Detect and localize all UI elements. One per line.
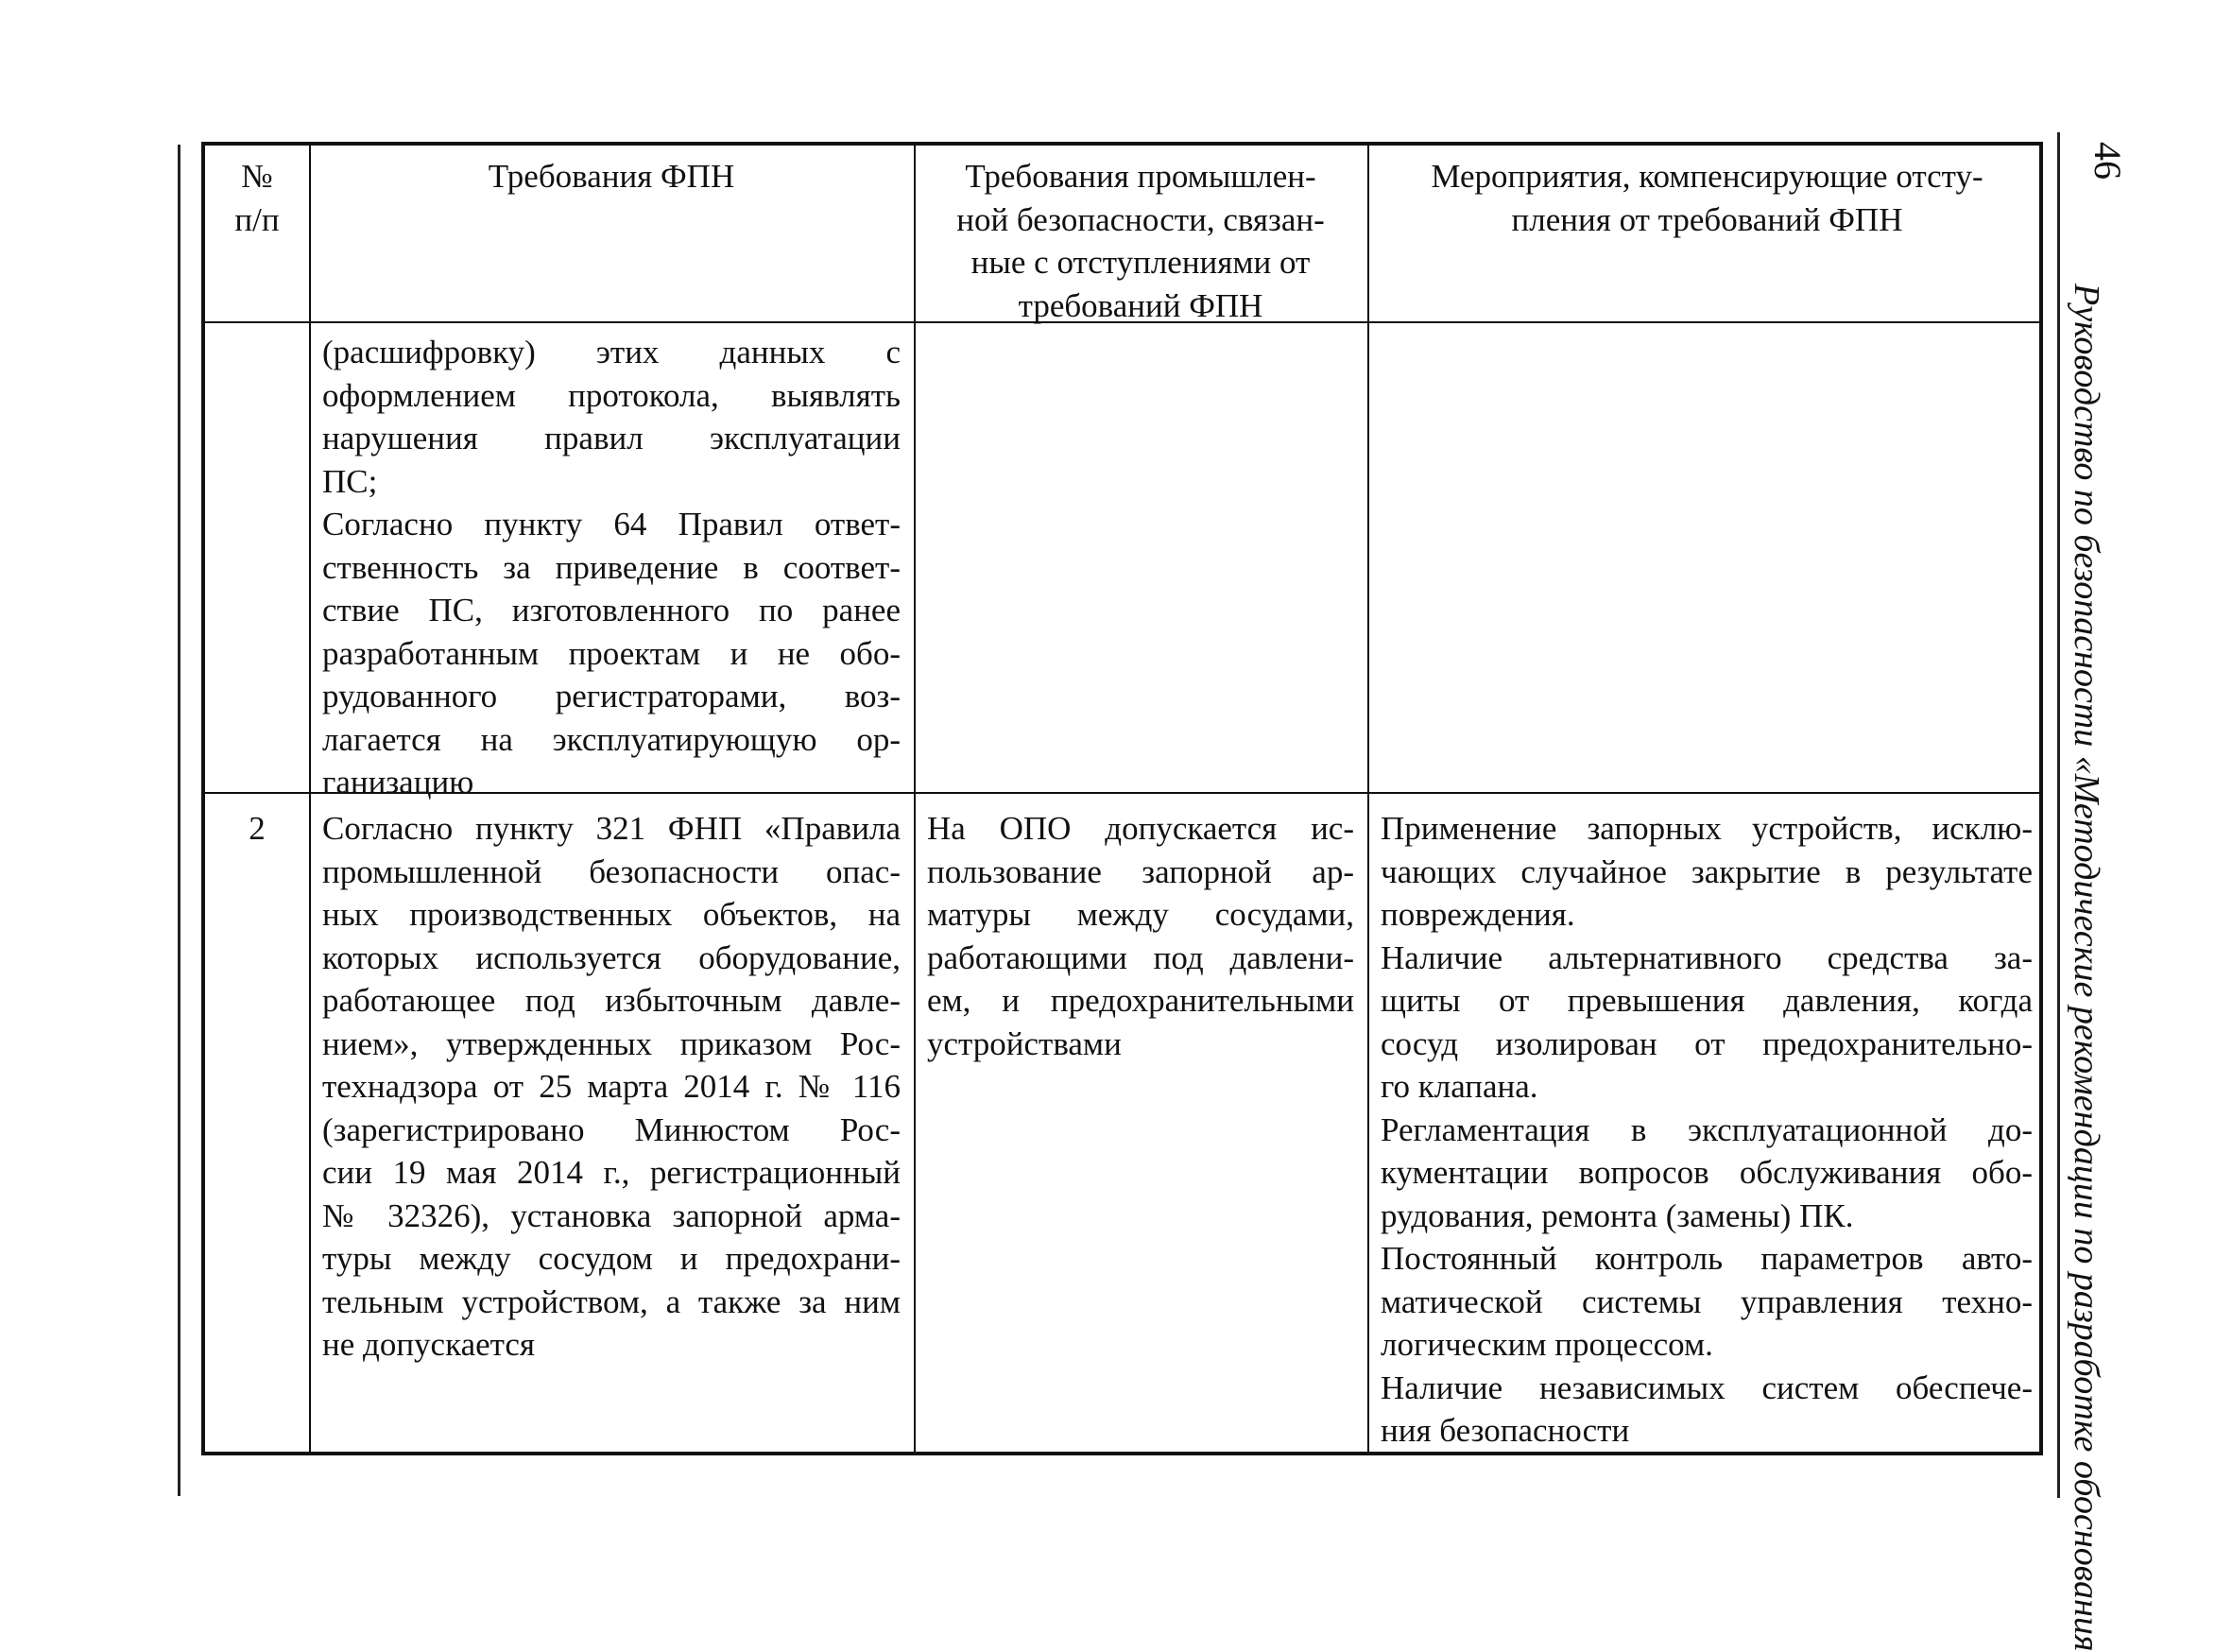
row-1-fpn-line-7: ствие ПС, изготовленного по ранее — [322, 592, 901, 628]
row-2-fpn-line-4: которых используется оборудование, — [322, 938, 901, 976]
row-2-measures-line-2: чающих случайное закрытие в результате — [1381, 852, 2033, 890]
row-2-fpn-line-9: сии 19 мая 2014 г., регистрационный — [322, 1154, 901, 1191]
row-2-measures-line-13: логическим процессом. — [1381, 1326, 1713, 1363]
row-2-fpn-line-6: нием», утвержденных приказом Рос- — [322, 1024, 901, 1062]
row-1-fpn-line-5: Согласно пункту 64 Правил ответ- — [322, 506, 901, 542]
header-industrial-line-4: требований ФПН — [1018, 286, 1263, 324]
row-2-measures-line-3: повреждения. — [1381, 896, 1575, 933]
row-2-number: 2 — [249, 810, 266, 847]
header-measures-line-2: пления от требований ФПН — [1511, 200, 1903, 238]
header-industrial-line-2: ной безопасности, связан- — [956, 200, 1325, 238]
page-number: 46 — [2086, 142, 2129, 180]
row-2-measures-line-8: Регламентация в эксплуатационной до- — [1381, 1110, 2033, 1148]
row-2-measures-line-6: сосуд изолирован от предохранительно- — [1381, 1024, 2033, 1062]
left-margin-rule — [178, 145, 180, 1496]
row-2-measures-line-4: Наличие альтернативного средства за- — [1381, 938, 2033, 976]
right-margin-rule — [2057, 132, 2060, 1498]
row-1-fpn-line-10: лагается на эксплуатирующую ор- — [322, 720, 901, 758]
row-2-fpn-line-7: технадзора от 25 марта 2014 г. № 116 — [322, 1068, 901, 1105]
row-2-measures-text — [1381, 807, 2033, 1453]
row-1-fpn-line-8: разработанным проектам и не обо- — [322, 634, 901, 672]
row-2-measures-line-7: го клапана. — [1381, 1068, 1538, 1105]
row-2-fpn-line-13: не допускается — [322, 1326, 535, 1363]
header-industrial-line-3: ные с отступлениями от — [970, 244, 1311, 281]
header-compensating-measures — [1367, 155, 2047, 241]
row-2-industrial-line-5: ем, и предохранительными — [927, 982, 1354, 1019]
row-2-fpn-text — [322, 807, 901, 1367]
row-1-fpn-line-4: ПС; — [322, 462, 378, 500]
row-2-fpn-line-1: Согласно пункту 321 ФНП «Правила — [322, 810, 901, 847]
row-2-measures-line-12: матической системы управления техно- — [1381, 1282, 2033, 1320]
header-fpn-requirements — [309, 155, 914, 198]
running-title-text: Руководство по безопасности «Методические рекомендации по разработке обоснования — [2067, 284, 2106, 1652]
row-2-measures-line-11: Постоянный контроль параметров авто- — [1381, 1240, 2033, 1277]
row-2-measures-line-14: Наличие независимых систем обеспече- — [1381, 1368, 2033, 1406]
row-2-fpn-line-5: работающее под избыточным давле- — [322, 982, 901, 1019]
row-1-fpn-line-1: (расшифровку) этих данных с — [322, 334, 901, 370]
row-2-fpn-line-8: (зарегистрировано Минюстом Рос- — [322, 1110, 901, 1148]
header-measures-line-1: Мероприятия, компенсирующие отсту- — [1431, 158, 1983, 195]
row-2-measures-line-10: рудования, ремонта (замены) ПК. — [1381, 1196, 1854, 1234]
header-number — [205, 155, 309, 241]
header-industrial-line-1: Требования промышлен- — [965, 158, 1316, 195]
row-2-industrial-text — [927, 807, 1354, 1065]
header-number-line-1: № — [241, 158, 273, 195]
row-2-industrial-line-6: устройствами — [927, 1024, 1122, 1062]
row-1-fpn-line-2: оформлением протокола, выявлять — [322, 376, 901, 414]
header-fpn-line-1: Требования ФПН — [488, 158, 735, 195]
row-2-industrial-line-4: работающими под давлени- — [927, 938, 1354, 976]
row-2-fpn-line-12: тельным устройством, а также за ним — [322, 1282, 901, 1320]
row-1-fpn-text — [322, 331, 901, 804]
row-2-industrial-line-3: матуры между сосудами, — [927, 896, 1354, 933]
requirements-table — [201, 142, 2043, 1455]
row-2-fpn-line-3: ных производственных объектов, на — [322, 896, 901, 933]
row-1-fpn-line-9: рудованного регистраторами, воз- — [322, 678, 901, 714]
row-1-fpn-line-3: нарушения правил эксплуатации — [322, 420, 901, 456]
row-2-fpn-line-10: № 32326), установка запорной арма- — [322, 1196, 901, 1234]
row-2-measures-line-5: щиты от превышения давления, когда — [1381, 982, 2033, 1019]
row-2-measures-line-9: кументации вопросов обслуживания обо- — [1381, 1154, 2033, 1191]
header-number-line-2: п/п — [234, 200, 280, 238]
row-1-fpn-line-6: ственность за приведение в соответ- — [322, 548, 901, 586]
column-divider-1 — [309, 146, 311, 1452]
column-divider-3 — [1367, 146, 1369, 1452]
column-divider-2 — [914, 146, 916, 1452]
row-2-fpn-line-11: туры между сосудом и предохрани- — [322, 1240, 901, 1277]
row-2-fpn-line-2: промышленной безопасности опас- — [322, 852, 901, 890]
row-2-industrial-line-1: На ОПО допускается ис- — [927, 810, 1354, 847]
row-2-measures-line-1: Применение запорных устройств, исклю- — [1381, 810, 2033, 847]
row-2-industrial-line-2: пользование запорной ар- — [927, 852, 1354, 890]
row-2-measures-line-15: ния безопасности — [1381, 1412, 1630, 1449]
row-1-fpn-line-11: ганизацию — [322, 764, 474, 800]
header-industrial-safety-requirements — [914, 155, 1367, 327]
